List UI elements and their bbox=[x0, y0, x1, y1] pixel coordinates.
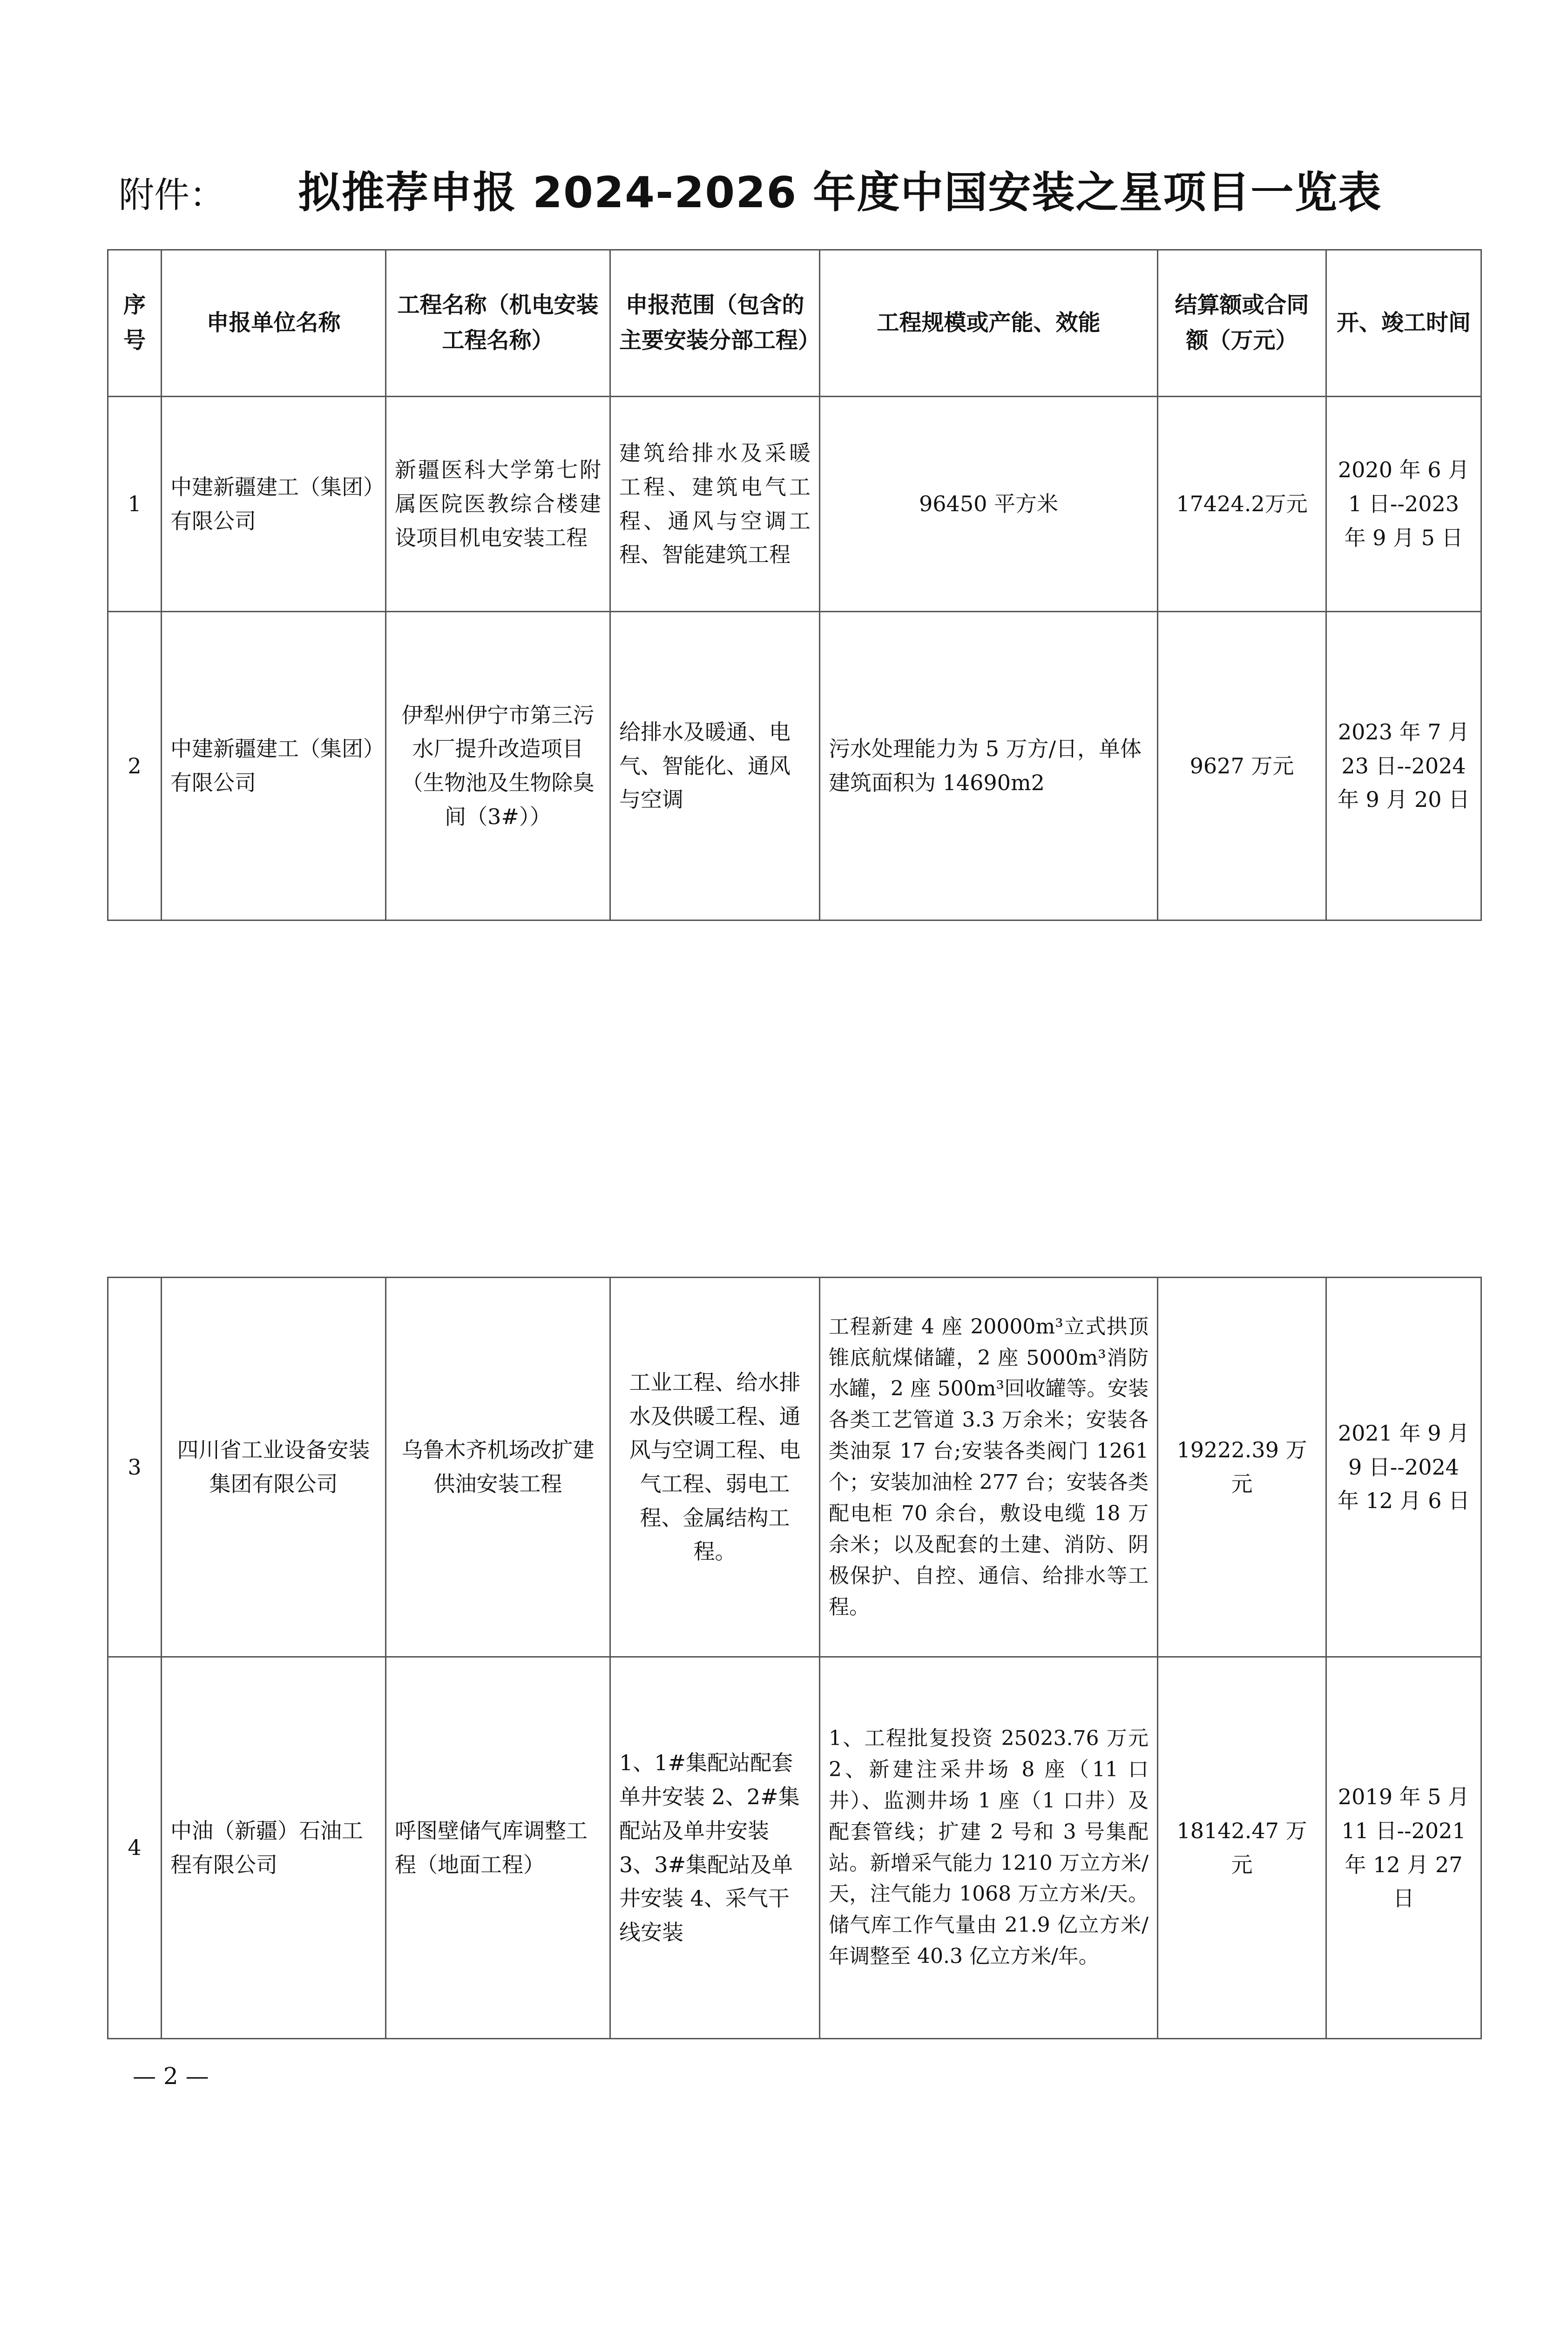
cell-scope: 给排水及暖通、电气、智能化、通风与空调 bbox=[610, 612, 820, 920]
cell-seq: 4 bbox=[108, 1657, 162, 2039]
table-row bbox=[108, 1657, 1481, 2039]
table-header-row bbox=[108, 250, 1481, 397]
header-unit: 申报单位名称 bbox=[162, 250, 386, 397]
cell-unit: 四川省工业设备安装集团有限公司 bbox=[162, 1278, 386, 1657]
page-number: — 2 — bbox=[133, 2063, 209, 2090]
page-title: 拟推荐申报 2024-2026 年度中国安装之星项目一览表 bbox=[298, 168, 1382, 217]
header-project: 工程名称（机电安装工程名称） bbox=[386, 250, 610, 397]
cell-seq: 3 bbox=[108, 1278, 162, 1657]
cell-time: 2023 年 7 月 23 日--2024 年 9 月 20 日 bbox=[1326, 612, 1481, 920]
cell-scope: 建筑给排水及采暖工程、建筑电气工程、通风与空调工程、智能建筑工程 bbox=[610, 397, 820, 612]
cell-unit: 中油（新疆）石油工程有限公司 bbox=[162, 1657, 386, 2039]
cell-scale: 工程新建 4 座 20000m³立式拱顶锥底航煤储罐，2 座 5000m³消防水罐，2 座 500m³回收罐等。安装各类工艺管道 3.3 万余米；安装各类油泵 17 台;安装各类阀门 1261 个；安装加油栓 277 台；安装各类配电柜 70 余台，敷设电缆 18 万余米；以及配套的土建、消防、阴极保护、自控、通信、给排水等工程。 bbox=[820, 1278, 1158, 1657]
table-row bbox=[108, 1278, 1481, 1657]
cell-amount: 18142.47 万元 bbox=[1158, 1657, 1326, 2039]
header-scope: 申报范围（包含的主要安装分部工程） bbox=[610, 250, 820, 397]
header-seq: 序号 bbox=[108, 250, 162, 397]
table-row bbox=[108, 397, 1481, 612]
header-time: 开、竣工时间 bbox=[1326, 250, 1481, 397]
cell-time: 2021 年 9 月 9 日--2024 年 12 月 6 日 bbox=[1326, 1278, 1481, 1657]
header-scale: 工程规模或产能、效能 bbox=[820, 250, 1158, 397]
cell-time: 2019 年 5 月 11 日--2021 年 12 月 27 日 bbox=[1326, 1657, 1481, 2039]
cell-amount: 19222.39 万元 bbox=[1158, 1278, 1326, 1657]
header-amount: 结算额或合同额（万元） bbox=[1158, 250, 1326, 397]
cell-amount: 9627 万元 bbox=[1158, 612, 1326, 920]
attachment-label: 附件： bbox=[119, 174, 225, 216]
cell-project: 乌鲁木齐机场改扩建供油安装工程 bbox=[386, 1278, 610, 1657]
cell-seq: 2 bbox=[108, 612, 162, 920]
page-title-row bbox=[119, 158, 1469, 223]
cell-project: 呼图壁储气库调整工程（地面工程） bbox=[386, 1657, 610, 2039]
cell-scale: 96450 平方米 bbox=[820, 397, 1158, 612]
cell-unit: 中建新疆建工（集团）有限公司 bbox=[162, 397, 386, 612]
cell-project: 新疆医科大学第七附属医院医教综合楼建设项目机电安装工程 bbox=[386, 397, 610, 612]
cell-seq: 1 bbox=[108, 397, 162, 612]
project-table-part-2 bbox=[107, 1277, 1482, 2039]
cell-unit: 中建新疆建工（集团）有限公司 bbox=[162, 612, 386, 920]
table-row bbox=[108, 612, 1481, 920]
cell-scale: 1、工程批复投资 25023.76 万元 2、新建注采井场 8 座（11 口井）、监测井场 1 座（1 口井）及配套管线；扩建 2 号和 3 号集配站。新增采气能力 1210 万立方米/天，注气能力 1068 万立方米/天。储气库工作气量由 21.9 亿立方米/年调整至 40.3 亿立方米/年。 bbox=[820, 1657, 1158, 2039]
cell-time: 2020 年 6 月 1 日--2023 年 9 月 5 日 bbox=[1326, 397, 1481, 612]
cell-project: 伊犁州伊宁市第三污水厂提升改造项目（生物池及生物除臭间（3#）） bbox=[386, 612, 610, 920]
cell-scope: 1、1#集配站配套单井安装 2、2#集配站及单井安装 3、3#集配站及单井安装 4、采气干线安装 bbox=[610, 1657, 820, 2039]
cell-scope: 工业工程、给水排水及供暖工程、通风与空调工程、电气工程、弱电工程、金属结构工程。 bbox=[610, 1278, 820, 1657]
project-table-part-1 bbox=[107, 249, 1482, 921]
cell-amount: 17424.2万元 bbox=[1158, 397, 1326, 612]
cell-scale: 污水处理能力为 5 万方/日，单体建筑面积为 14690m2 bbox=[820, 612, 1158, 920]
